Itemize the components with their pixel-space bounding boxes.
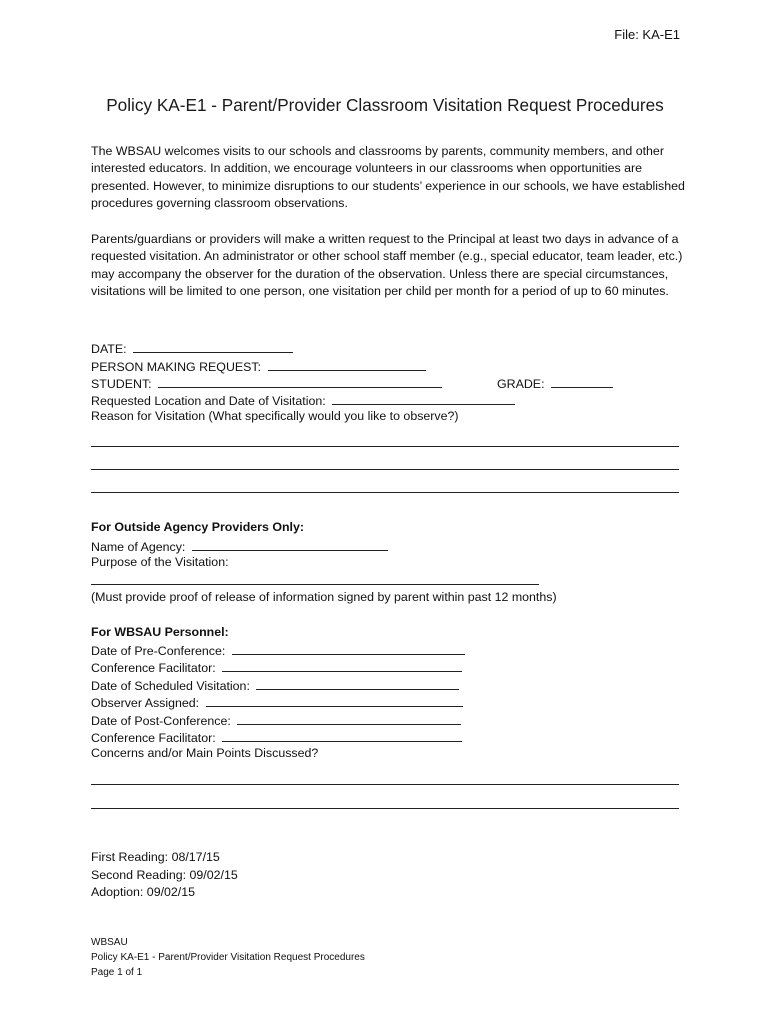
release-note: (Must provide proof of release of information signed by parent within past 12 months) [91,590,557,604]
person-row [91,357,426,374]
reason-row [91,408,459,425]
footer-policy: Policy KA-E1 - Parent/Provider Visitation Request Procedures [91,952,365,963]
agency-label: Name of Agency: [91,540,186,554]
first-reading: First Reading: 08/17/15 [91,850,220,864]
grade-label: GRADE: [497,377,545,391]
observer-field[interactable] [206,693,463,707]
person-field[interactable] [268,357,426,371]
agency-field[interactable] [192,537,388,551]
purpose-line[interactable] [91,584,539,585]
scheduled-label: Date of Scheduled Visitation: [91,679,250,693]
grade-field[interactable] [551,374,613,388]
post-conference-label: Date of Post-Conference: [91,714,231,728]
facilitator-field-1[interactable] [222,658,462,672]
post-conference-field[interactable] [237,711,461,725]
student-label: STUDENT: [91,377,152,391]
purpose-label: Purpose of the Visitation: [91,555,229,569]
intro-paragraph: The WBSAU welcomes visits to our schools and classrooms by parents, community members, and other interested educators. In addition, we encourage volunteers in our classrooms when opportunities are presented. However, to minimize disruptions to our students’ experience in our schools, we have established procedures governing classroom observations. [91,144,685,211]
location-field[interactable] [332,391,515,405]
facilitator-row-1 [91,658,462,675]
date-label: DATE: [91,342,127,356]
scheduled-field[interactable] [256,676,459,690]
post-conference-row [91,711,461,728]
facilitator-label-1: Conference Facilitator: [91,661,216,675]
person-label: PERSON MAKING REQUEST: [91,360,262,374]
second-reading: Second Reading: 09/02/15 [91,868,238,882]
pre-conference-field[interactable] [232,641,465,655]
footer-page: Page 1 of 1 [91,967,143,978]
page-footer [91,935,365,980]
procedure-paragraph: Parents/guardians or providers will make a written request to the Principal at least two days in advance of a requested visitation. An administrator or other school staff member (e.g., special educator, team leader, etc.) may accompany the observer for the duration of the observation. Unless there are special circumstances, visitations will be limited to one person, one visitation per child per month for a period of up to 60 minutes. [91,232,683,299]
concerns-line-1[interactable] [91,784,679,785]
date-field[interactable] [133,339,293,353]
grade-row [497,374,613,391]
location-row [91,391,515,408]
student-row [91,374,442,391]
agency-row [91,537,388,554]
facilitator-label-2: Conference Facilitator: [91,731,216,745]
concerns-row [91,745,318,762]
reason-line-2[interactable] [91,469,679,470]
facilitator-field-2[interactable] [222,728,462,742]
scheduled-row [91,676,459,693]
concerns-line-2[interactable] [91,808,679,809]
facilitator-row-2 [91,728,462,745]
outside-agency-heading: For Outside Agency Providers Only: [91,520,304,534]
student-field[interactable] [158,374,442,388]
date-row [91,339,293,356]
observer-label: Observer Assigned: [91,696,200,710]
location-label: Requested Location and Date of Visitation: [91,394,326,408]
reason-line-3[interactable] [91,492,679,493]
reason-line-1[interactable] [91,446,679,447]
observer-row [91,693,463,710]
page-title: Policy KA-E1 - Parent/Provider Classroom Visitation Request Procedures [106,95,664,115]
footer-org: WBSAU [91,937,128,948]
reason-label: Reason for Visitation (What specifically would you like to observe?) [91,409,459,423]
adoption-date: Adoption: 09/02/15 [91,885,196,899]
personnel-heading: For WBSAU Personnel: [91,625,229,639]
purpose-row [91,554,229,571]
concerns-label: Concerns and/or Main Points Discussed? [91,746,319,760]
pre-conference-label: Date of Pre-Conference: [91,644,226,658]
pre-conference-row [91,641,465,658]
file-label: File: KA-E1 [614,27,680,42]
